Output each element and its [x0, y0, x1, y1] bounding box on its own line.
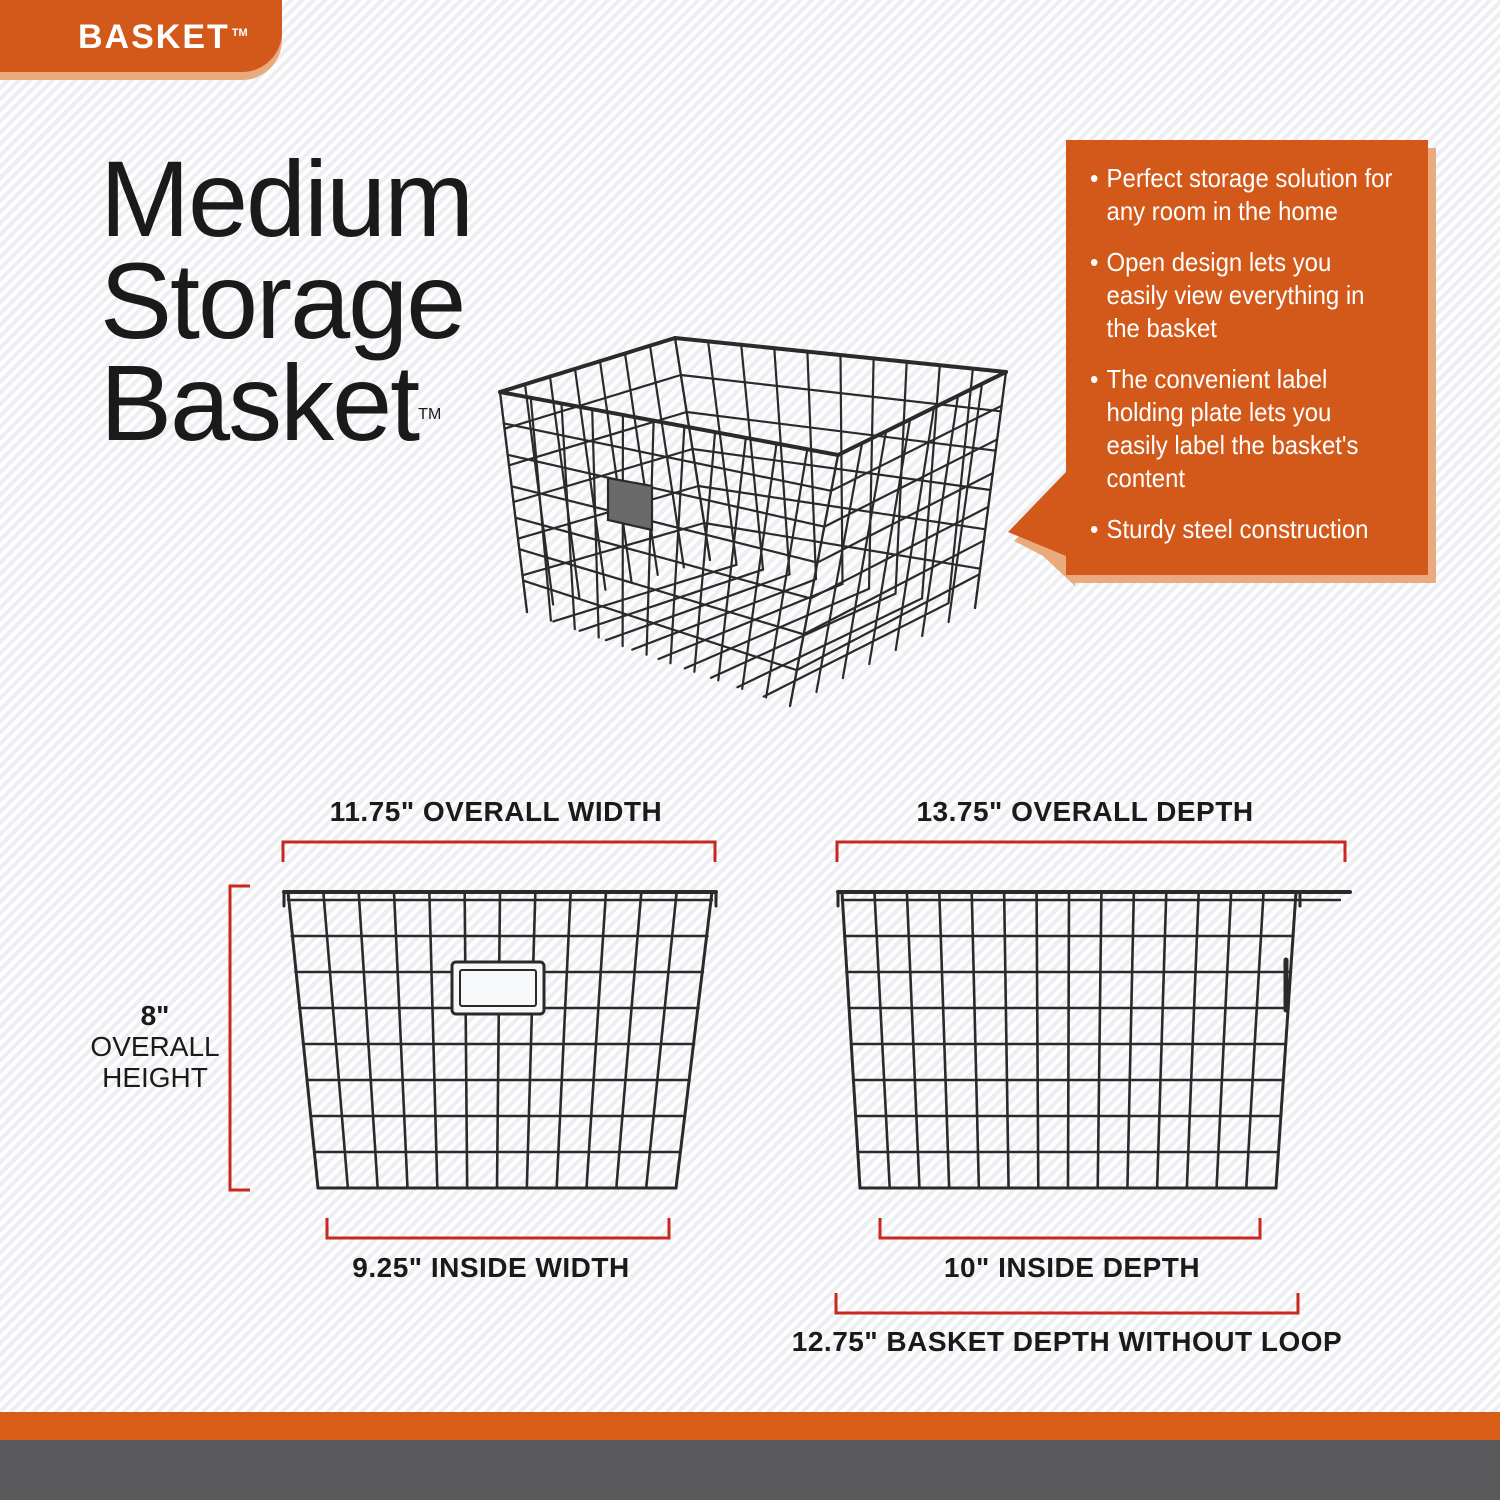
title-line-1: Medium	[100, 138, 473, 259]
feature-item: • Perfect storage solution for any room in the home	[1090, 162, 1394, 228]
overall-width-bracket	[283, 842, 715, 862]
inside-width-label: 9.25" INSIDE WIDTH	[352, 1252, 630, 1283]
footer-accent-bar	[0, 1412, 1500, 1440]
overall-depth-label: 13.75" OVERALL DEPTH	[916, 796, 1254, 827]
overall-height-bracket	[230, 886, 250, 1190]
title-line-2: Storage	[100, 240, 465, 361]
height-line-1: OVERALL	[90, 1031, 220, 1062]
overall-depth-bracket	[837, 842, 1345, 862]
inside-depth-label: 10" INSIDE DEPTH	[943, 1252, 1201, 1283]
title-line-3-text: Basket	[100, 342, 419, 463]
inside-width-bracket	[327, 1218, 669, 1238]
overall-width-label: 11.75" OVERALL WIDTH	[329, 796, 663, 827]
height-line-2: HEIGHT	[102, 1062, 208, 1093]
feature-item: • Open design lets you easily view everything in the basket	[1090, 246, 1394, 345]
feature-item: • Sturdy steel construction	[1090, 513, 1394, 546]
brand-tag-label: BASKET	[78, 18, 230, 56]
brand-tag-trademark: TM	[231, 26, 248, 39]
height-value: 8"	[140, 1000, 170, 1031]
depth-without-loop-label: 12.75" BASKET DEPTH WITHOUT LOOP	[791, 1326, 1343, 1357]
depth-without-loop-bracket	[836, 1293, 1298, 1313]
overall-height-label	[90, 1000, 219, 1093]
footer-bar	[0, 1440, 1500, 1500]
title-trademark: TM	[418, 406, 442, 423]
feature-item: • The convenient label holding plate lets you easily label the basket's content	[1090, 363, 1394, 495]
inside-depth-bracket	[880, 1218, 1260, 1238]
